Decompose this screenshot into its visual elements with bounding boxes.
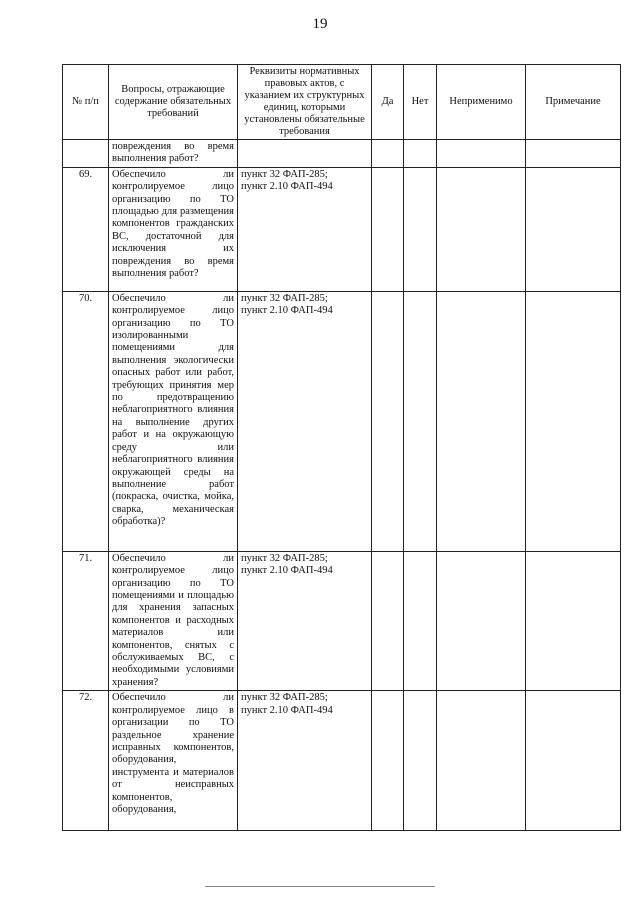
- cell-yes: [372, 551, 404, 690]
- cell-na: [437, 551, 526, 690]
- table-row: [63, 691, 621, 831]
- cell-requisites: [238, 691, 372, 831]
- cell-yes: [372, 291, 404, 551]
- cell-yes: [372, 167, 404, 291]
- checklist-table: [62, 64, 621, 831]
- header-note: Примечание: [526, 65, 621, 140]
- cell-na: [437, 140, 526, 168]
- header-yes: Да: [372, 65, 404, 140]
- cell-requisites: [238, 551, 372, 690]
- cell-num: 70.: [63, 291, 109, 551]
- header-no: Нет: [404, 65, 437, 140]
- cell-requisites: [238, 140, 372, 168]
- cell-num: [63, 140, 109, 168]
- cell-no: [404, 140, 437, 168]
- table-row: [63, 140, 621, 168]
- header-requisites: Реквизиты нормативных правовых актов, с указанием их структурных единиц, которыми установлены обязательные требования: [238, 65, 372, 140]
- cell-note: [526, 167, 621, 291]
- table-header-row: [63, 65, 621, 140]
- requisite-line: пункт 2.10 ФАП-494: [241, 565, 333, 577]
- cell-question: Обеспечило ли контролируемое лицо организацию по ТО помещениями и площадью для хранения запасных компонентов и расходных материалов или компонентов, снятых с обслуживаемых ВС, с необходимыми условиями хранения?: [109, 551, 238, 690]
- header-num: № п/п: [63, 65, 109, 140]
- cell-no: [404, 167, 437, 291]
- cell-yes: [372, 140, 404, 168]
- cell-na: [437, 691, 526, 831]
- cell-note: [526, 291, 621, 551]
- requisite-line: пункт 32 ФАП-285;: [241, 692, 328, 704]
- cell-requisites: [238, 167, 372, 291]
- cell-note: [526, 691, 621, 831]
- table-row: [63, 167, 621, 291]
- cell-no: [404, 551, 437, 690]
- cell-num: 72.: [63, 691, 109, 831]
- cell-question: повреждения во время выполнения работ?: [109, 140, 238, 168]
- header-question: Вопросы, отражающие содержание обязательных требований: [109, 65, 238, 140]
- cell-question: Обеспечило ли контролируемое лицо организацию по ТО площадью для размещения компонентов гражданских ВС, достаточной для исключения их повреждения во время выполнения работ?: [109, 167, 238, 291]
- requisite-line: пункт 2.10 ФАП-494: [241, 181, 333, 193]
- cell-na: [437, 291, 526, 551]
- cell-na: [437, 167, 526, 291]
- requisite-line: пункт 32 ФАП-285;: [241, 168, 328, 180]
- requisite-line: пункт 32 ФАП-285;: [241, 292, 328, 304]
- requisite-line: пункт 32 ФАП-285;: [241, 552, 328, 564]
- cell-note: [526, 551, 621, 690]
- cell-no: [404, 291, 437, 551]
- requisite-line: пункт 2.10 ФАП-494: [241, 704, 333, 716]
- cell-requisites: [238, 291, 372, 551]
- header-na: Неприменимо: [437, 65, 526, 140]
- cell-no: [404, 691, 437, 831]
- table-row: [63, 551, 621, 690]
- table-row: [63, 291, 621, 551]
- cell-question: Обеспечило ли контролируемое лицо в организации по ТО раздельное хранение исправных компонентов, оборудования, инструмента и материалов от неисправных компонентов, оборудования,: [109, 691, 238, 831]
- cell-num: 71.: [63, 551, 109, 690]
- page-number: 19: [312, 16, 328, 32]
- requisite-line: пункт 2.10 ФАП-494: [241, 305, 333, 317]
- cell-note: [526, 140, 621, 168]
- cell-yes: [372, 691, 404, 831]
- cell-question: Обеспечило ли контролируемое лицо организацию по ТО изолированными помещениями для выполнения экологически опасных работ или работ, требующих принятия мер по предотвращению неблагоприятного влияния на выполнение других работ и на окружающую среду или неблагоприятного влияния окружающей среды на выполнение работ (покраска, очистка, мойка, сварка, механическая обработка)?: [109, 291, 238, 551]
- cell-num: 69.: [63, 167, 109, 291]
- footer-scan-line: [205, 886, 435, 887]
